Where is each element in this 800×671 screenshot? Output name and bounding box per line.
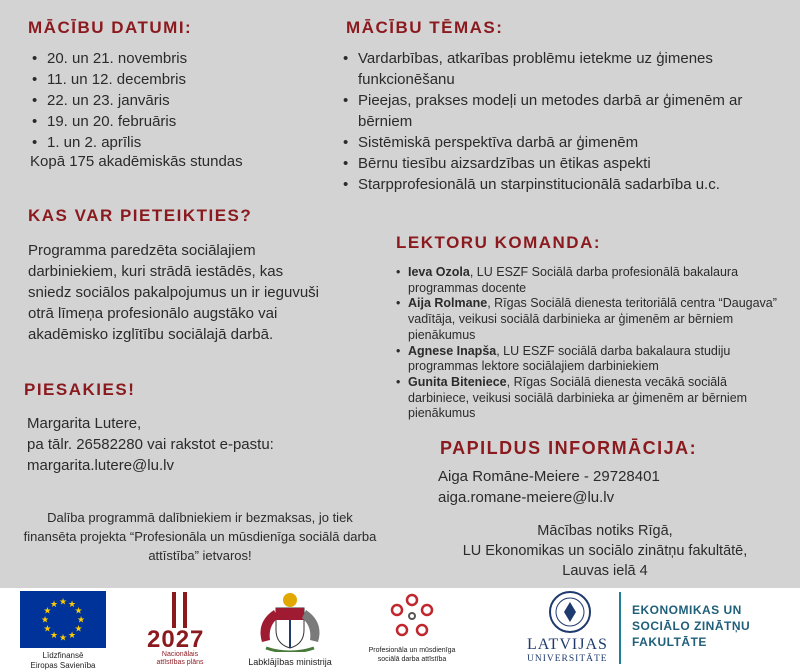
topics-heading: MĀCĪBU TĒMAS: bbox=[346, 18, 504, 37]
eu-star-icon: ★ bbox=[49, 599, 59, 610]
location-line: LU Ekonomikas un sociālo zinātņu fakultātē, bbox=[462, 543, 748, 559]
info-heading: PAPILDUS INFORMĀCIJA: bbox=[440, 438, 698, 458]
lecturer-item bbox=[395, 375, 780, 422]
lu-name-2: UNIVERSITĀTE bbox=[527, 654, 608, 664]
eu-star-icon: ★ bbox=[49, 631, 59, 642]
contact-phone: pa tālr. 26582280 vai rakstot e-pastu: bbox=[27, 436, 274, 453]
project-caption bbox=[352, 646, 472, 664]
nap-bar-icon bbox=[183, 592, 187, 628]
nap-caption-line: attīstības plāns bbox=[156, 659, 204, 666]
dates-list bbox=[29, 48, 187, 153]
topic-item: • Vardarbības, atkarības problēmu ietekme uz ģimenes funkcionēšanu bbox=[340, 48, 790, 90]
lecturer-item bbox=[395, 344, 780, 375]
topics-list bbox=[340, 48, 790, 195]
contact-email[interactable]: margarita.lutere@lu.lv bbox=[27, 457, 174, 474]
eu-caption-line: Eiropas Savienība bbox=[30, 661, 96, 670]
date-item: • 1. un 2. aprīlis bbox=[29, 132, 187, 153]
eu-star-icon: ★ bbox=[43, 606, 52, 617]
eu-caption-line: Līdzfinansē bbox=[42, 651, 84, 660]
date-item: • 19. un 20. februāris bbox=[29, 111, 187, 132]
team-heading: LEKTORU KOMANDA: bbox=[396, 233, 602, 252]
date-item: • 22. un 23. janvāris bbox=[29, 90, 187, 111]
faculty-divider bbox=[619, 592, 621, 664]
lu-name: LATVIJAS bbox=[527, 636, 608, 653]
info-contact bbox=[438, 466, 660, 508]
project-caption-line: Profesionāla un mūsdienīga bbox=[368, 647, 456, 654]
dates-heading: MĀCĪBU DATUMI: bbox=[28, 18, 193, 37]
nap-caption bbox=[140, 651, 220, 667]
eu-flag-logo bbox=[20, 591, 106, 648]
lecturer-desc: , Rīgas Sociālā dienesta vecākā sociālā darbiniece, veikusi sociālā darbinieka ar ģimenēm ar bērniem pienākumus bbox=[408, 374, 748, 421]
eu-star-icon: ★ bbox=[58, 633, 68, 644]
free-notice: Dalība programmā dalībniekiem ir bezmaksas, jo tiek finansēta projekta “Profesionāla un mūsdienīga sociālā darba attīstība” ietvaros! bbox=[23, 510, 377, 563]
contact-name: Margarita Lutere, bbox=[27, 415, 142, 432]
lu-seal-icon bbox=[548, 590, 592, 634]
topic-item: • Pieejas, prakses modeļi un metodes darbā ar ģimenēm ar bērniem bbox=[340, 90, 790, 132]
topic-item: • Sistēmiskā perspektīva darbā ar ģimenēm bbox=[340, 132, 790, 153]
apply-heading: PIESAKIES! bbox=[24, 380, 136, 399]
topic-item: • Bērnu tiesību aizsardzības un ētikas aspekti bbox=[340, 153, 790, 174]
lecturer-name: Aija Rolmane bbox=[408, 296, 488, 311]
eu-star-icon: ★ bbox=[58, 597, 68, 608]
eu-star-icon: ★ bbox=[40, 615, 50, 626]
nap-year: 2027 bbox=[147, 626, 205, 653]
info-phone: Aiga Romāne-Meiere - 29728401 bbox=[438, 468, 660, 485]
date-item: • 20. un 21. novembris bbox=[29, 48, 187, 69]
eu-star-icon: ★ bbox=[67, 599, 77, 610]
topic-item: • Starpprofesionālā un starpinstitucionālā sadarbība u.c. bbox=[340, 174, 790, 195]
eu-star-icon: ★ bbox=[67, 631, 77, 642]
location-line: Lauvas ielā 4 bbox=[562, 563, 648, 579]
faculty-line: SOCIĀLO ZINĀTŅU bbox=[632, 619, 751, 633]
eu-caption bbox=[14, 651, 112, 671]
date-item: • 11. un 12. decembris bbox=[29, 69, 187, 90]
eu-star-icon: ★ bbox=[74, 606, 83, 617]
coat-of-arms-logo bbox=[252, 592, 328, 652]
apply-contact bbox=[27, 413, 274, 476]
who-text: Programma paredzēta sociālajiem darbiniekiem, kuri strādā iestādēs, kas sniedz sociālos pakalpojumus un ir ieguvuši otrā līmeņa profesionālo augstāko vai akadēmisko izglītību sociālajā darbā. bbox=[28, 242, 319, 343]
eu-star-icon: ★ bbox=[74, 624, 83, 635]
project-circles-logo bbox=[388, 592, 436, 640]
lecturer-name: Agnese Inapša bbox=[408, 343, 497, 358]
lecturer-item bbox=[395, 296, 780, 343]
location-line: Mācības notiks Rīgā, bbox=[537, 523, 673, 539]
project-caption-line: sociālā darba attīstība bbox=[377, 656, 447, 663]
eu-star-icon: ★ bbox=[43, 624, 52, 635]
faculty-line: FAKULTĀTE bbox=[632, 635, 707, 649]
team-list bbox=[395, 265, 780, 422]
faculty-name bbox=[632, 602, 750, 650]
lecturer-name: Ieva Ozola bbox=[408, 265, 470, 279]
ministry-caption: Labklājības ministrija bbox=[248, 657, 332, 667]
logo-footer bbox=[0, 588, 800, 671]
eu-star-icon: ★ bbox=[76, 615, 86, 626]
nap-bar-icon bbox=[172, 592, 176, 628]
lecturer-desc: , LU ESZF Sociālā darba profesionālā bakalaura programmas docente bbox=[408, 265, 739, 295]
location bbox=[420, 521, 790, 581]
who-heading: KAS VAR PIETEIKTIES? bbox=[28, 206, 253, 225]
lecturer-desc: , LU ESZF sociālā darba bakalaura studiju programmas lektore sociālajiem darbiniekiem bbox=[408, 343, 731, 374]
dates-total: Kopā 175 akadēmiskās stundas bbox=[30, 153, 243, 170]
lecturer-name: Gunita Biteniece bbox=[408, 374, 507, 389]
faculty-line: EKONOMIKAS UN bbox=[632, 603, 742, 617]
lecturer-item bbox=[395, 265, 780, 296]
lecturer-desc: , Rīgas Sociālā dienesta teritoriālā centra “Daugava” vadītāja, veikusi sociālā darbinieka ar ģimenēm ar bērniem pienākumus bbox=[408, 296, 777, 342]
nap-caption-line: Nacionālais bbox=[161, 651, 199, 658]
info-email[interactable]: aiga.romane-meiere@lu.lv bbox=[438, 489, 615, 506]
